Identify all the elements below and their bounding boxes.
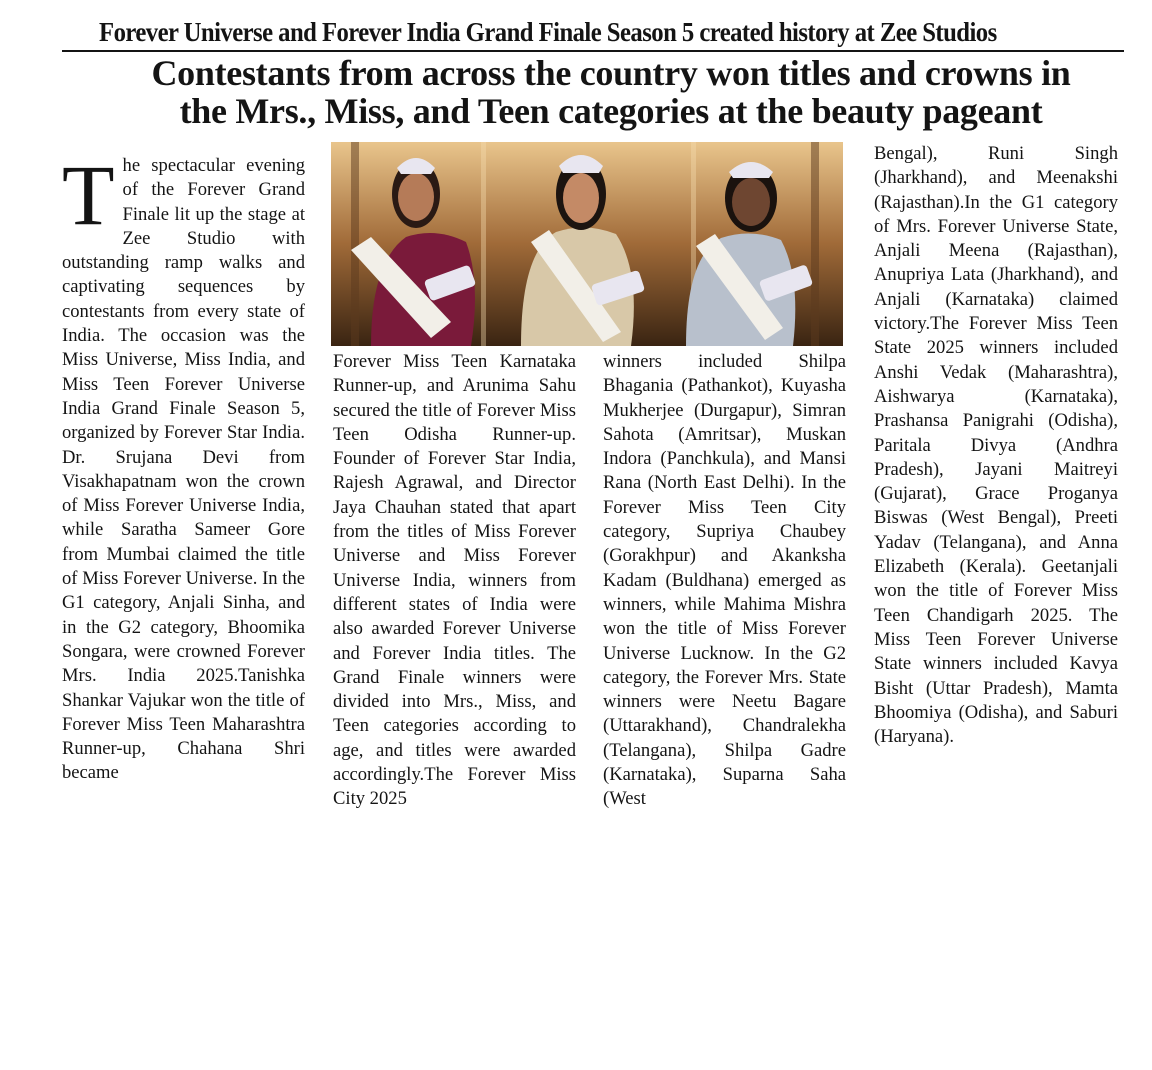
article-column-4: [874, 142, 1118, 862]
column-4-text: Bengal), Runi Singh (Jharkhand), and Meenakshi (Rajasthan).In the G1 category of Mrs. Forever Universe State, Anjali Meena (Rajasthan), Anupriya Lata (Jharkhand), and Anjali (Karnataka) claimed victory.The Forever Miss Teen State 2025 winners included Anshi Vedak (Maharashtra), Aishwarya (Karnataka), Prashansa Panigrahi (Odisha), Paritala Divya (Andhra Pradesh), Jayani Maitreyi (Gujarat), Grace Proganya Biswas (West Bengal), Preeti Yadav (Telangana), and Anna Elizabeth (Kerala). Geetanjali won the title of Forever Miss Teen Chandigarh 2025. The Miss Teen Forever Universe State winners included Kavya Bisht (Uttar Pradesh), Mamta Bhoomiya (Odisha), and Saburi (Haryana).: [874, 143, 1118, 748]
article-column-1: [62, 154, 305, 874]
photo-illustration: [331, 142, 843, 346]
article-column-2: [333, 350, 576, 1070]
column-2-text: Forever Miss Teen Karnataka Runner-up, and Arunima Sahu secured the title of Forever Miss Teen Odisha Runner-up. Founder of Forever Star India, Rajesh Agrawal, and Director Jaya Chauhan stated that apart from the titles of Miss Forever Universe and Miss Forever Universe India, winners from different states of India were also awarded Forever Universe and Forever India titles. The Grand Finale winners were divided into Mrs., Miss, and Teen categories according to age, and titles were awarded accordingly.The Forever Miss City 2025: [333, 351, 576, 810]
article-column-3: [603, 350, 846, 1070]
subheadline-line-1: Contestants from across the country won titles and crowns in: [151, 53, 1071, 93]
subheadline-line-2: the Mrs., Miss, and Teen categories at the beauty pageant: [179, 91, 1043, 131]
drop-cap: T: [62, 154, 115, 243]
pageant-winners-photo: [331, 142, 843, 346]
headline: Forever Universe and Forever India Grand Finale Season 5 created history at Zee Studios: [99, 17, 997, 47]
column-1-text: he spectacular evening of the Forever Grand Finale lit up the stage at Zee Studio with outstanding ramp walks and captivating sequences by contestants from every state of India. The occasion was the Miss Universe, Miss India, and Miss Teen Forever Universe India Grand Finale Season 5, organized by Forever Star India. Dr. Srujana Devi from Visakhapatnam won the crown of Miss Forever Universe India, while Saratha Sameer Gore from Mumbai claimed the title of Miss Forever Universe. In the G1 category, Anjali Sinha, and in the G2 category, Bhoomika Songara, were crowned Forever Mrs. India 2025.Tanishka Shankar Vajukar won the title of Forever Miss Teen Maharashtra Runner-up, Chahana Shri became: [62, 155, 305, 784]
headline-underline: [62, 50, 1124, 52]
column-3-text: winners included Shilpa Bhagania (Pathankot), Kuyasha Mukherjee (Durgapur), Simran Sahota (Amritsar), Muskan Indora (Panchkula), and Mansi Rana (North East Delhi). In the Forever Miss Teen City category, Supriya Chaubey (Gorakhpur) and Akanksha Kadam (Buldhana) emerged as winners, while Mahima Mishra won the title of Miss Forever Universe Lucknow. In the G2 category, the Forever Mrs. State winners were Neetu Bagare (Uttarakhand), Chandralekha (Telangana), Shilpa Gadre (Karnataka), Suparna Saha (West: [603, 351, 846, 810]
subheadline: [96, 54, 1126, 130]
